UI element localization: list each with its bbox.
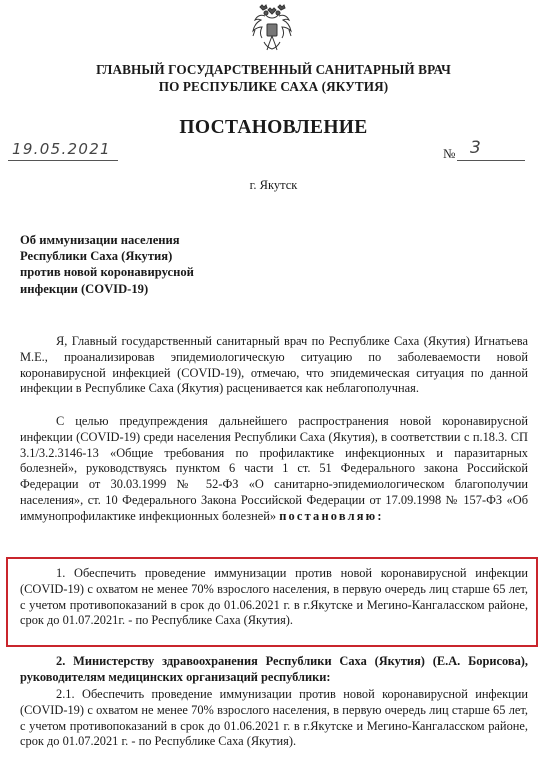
paragraph-preamble: Я, Главный государственный санитарный врач по Республике Саха (Якутия) Игнатьева М.Е., проанализировав эпидемиологическую ситуацию по заболеваемости новой коронавирусной инфекцией (COVID-19), отмечаю, что эпидемическая ситуация по данной инфекции в Республике Саха (Якутия) расценивается как неблагополучная. <box>20 334 528 396</box>
document-date: 19.05.2021 <box>12 140 111 158</box>
paragraph-legal-basis <box>20 414 528 525</box>
paragraph-item-1: 1. Обеспечить проведение иммунизации против новой коронавирусной инфекции (COVID-19) с охватом не менее 70% взрослого населения, в первую очередь лиц старше 65 лет, с учетом противопоказаний в срок до 01.06.2021 г. в г.Якутске и Мегино-Кангаласском районе, срок до 01.07.2021г. - по Республике Саха (Якутия). <box>20 566 528 628</box>
document-subject <box>20 232 260 297</box>
subject-line: инфекции (COVID-19) <box>20 281 149 296</box>
date-underline <box>8 160 118 161</box>
subject-line: против новой коронавирусной <box>20 265 194 280</box>
paragraph-item-2-1: 2.1. Обеспечить проведение иммунизации против новой коронавирусной инфекции (COVID-19) с охватом не менее 70% взрослого населения, в первую очередь лиц старше 65 лет, с учетом противопоказаний в срок до 01.06.2021 г. в г.Якутске и Мегино-Кангаласском районе, срок до 01.07.2021 г. - по Республике Саха (Якутия). <box>20 687 528 749</box>
document-type-title: ПОСТАНОВЛЕНИЕ <box>179 117 368 138</box>
paragraph-item-2: 2. Министерству здравоохранения Республики Саха (Якутия) (Е.А. Борисова), руководителям медицинских организаций республики: <box>20 654 528 684</box>
decree-keyword: постановляю: <box>279 508 384 523</box>
legal-basis-text: С целью предупреждения дальнейшего распространения новой коронавирусной инфекции (COVID-19) среди населения Республики Саха (Якутия), в соответствии с п.18.3. СП 3.1/3.2.3146-13 «Общие требования по профилактике инфекционных и паразитарных болезней», руководствуясь пунктом 6 части 1 ст. 51 Федерального закона Российской Федерации от 30.03.1999 № 52-ФЗ «О санитарно-эпидемиологическом благополучии населения», ст. 10 Федерального Закона Российской Федерации от 17.09.1998 № 157-ФЗ «Об иммунопрофилактике инфекционных болезней» <box>20 414 528 523</box>
document-number: 3 <box>470 138 481 158</box>
document-city: г. Якутск <box>249 178 298 192</box>
subject-line: Республики Саха (Якутия) <box>20 249 173 264</box>
document-number-label: № <box>443 146 456 161</box>
russian-coat-of-arms-icon <box>251 4 293 54</box>
issuer-title-line-1: ГЛАВНЫЙ ГОСУДАРСТВЕННЫЙ САНИТАРНЫЙ ВРАЧ <box>96 62 451 77</box>
subject-line: Об иммунизации населения <box>20 233 180 247</box>
issuer-title-line-2: ПО РЕСПУБЛИКЕ САХА (ЯКУТИЯ) <box>158 79 389 94</box>
number-underline <box>457 160 525 161</box>
